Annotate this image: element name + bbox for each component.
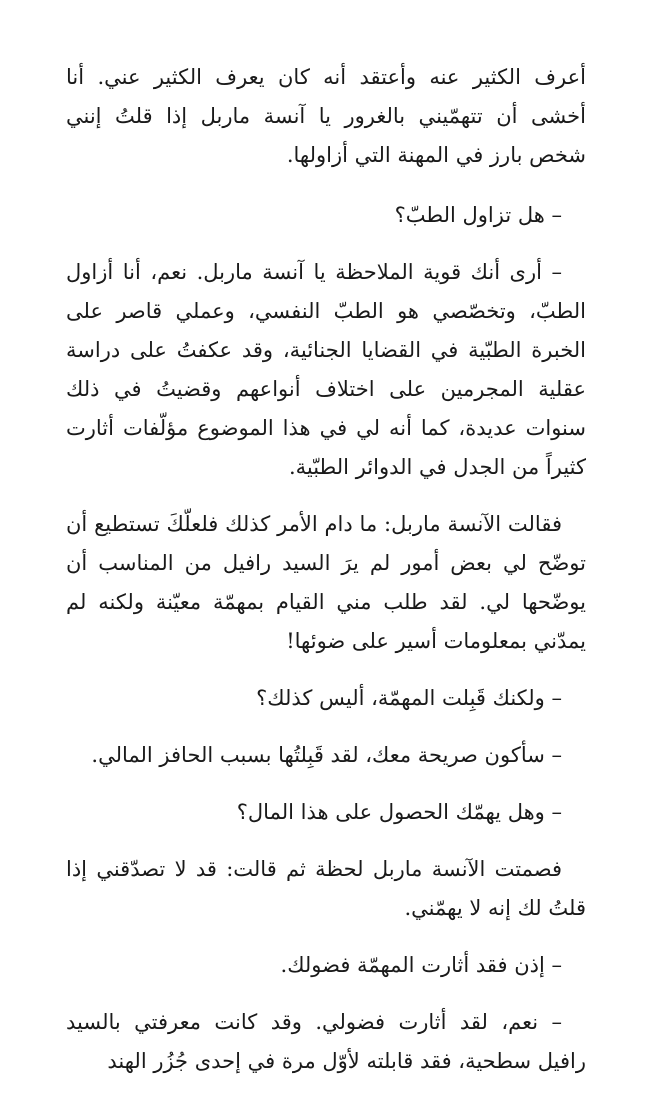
paragraph-3: – أرى أنك قوية الملاحظة يا آنسة ماربل. نعم، أنا أزاول الطبّ، وتخصّصي هو الطبّ النفسي، وعملي قاصر على الخبرة الطبّية في القضايا الجنائية، وقد عكفتُ على دراسة عقلية المجرمين على اختلاف أنواعهم وقضيتُ في ذلك سنوات عديدة، كما أنه لي في هذا الموضوع مؤلّفات أثارت كثيراً من الجدل في الدوائر الطبّية. (66, 260, 586, 479)
paragraph-1: أعرف الكثير عنه وأعتقد أنه كان يعرف الكثير عني. أنا أخشى أن تتهمّيني بالغرور يا آنسة ماربل إذا قلتُ إنني شخص بارز في المهنة التي أزاولها. (66, 65, 586, 167)
paragraph-7: – وهل يهمّك الحصول على هذا المال؟ (236, 800, 562, 824)
paragraph-6: – سأكون صريحة معك، لقد قَبِلتُها بسبب الحافز المالي. (91, 743, 562, 767)
paragraph-4: فقالت الآنسة ماربل: ما دام الأمر كذلك فلعلّكَ تستطيع أن توضّح لي بعض أمور لم يرَ السيد رافيل من المناسب أن يوضّحها لي. لقد طلب مني القيام بمهمّة معيّنة ولكنه لم يمدّني بمعلومات أسير على ضوئها! (66, 512, 586, 653)
book-page (66, 58, 586, 1099)
paragraph-5: – ولكنك قَبِلت المهمّة، أليس كذلك؟ (256, 686, 562, 710)
paragraph-8: فصمتت الآنسة ماربل لحظة ثم قالت: قد لا تصدّقني إذا قلتُ لك إنه لا يهمّني. (66, 857, 586, 920)
paragraph-9: – إذن فقد أثارت المهمّة فضولك. (280, 953, 562, 977)
paragraph-2: – هل تزاول الطبّ؟ (394, 203, 562, 227)
paragraph-10: – نعم، لقد أثارت فضولي. وقد كانت معرفتي بالسيد رافيل سطحية، فقد قابلته لأوّل مرة في إحدى جُزُر الهند (66, 1010, 586, 1073)
